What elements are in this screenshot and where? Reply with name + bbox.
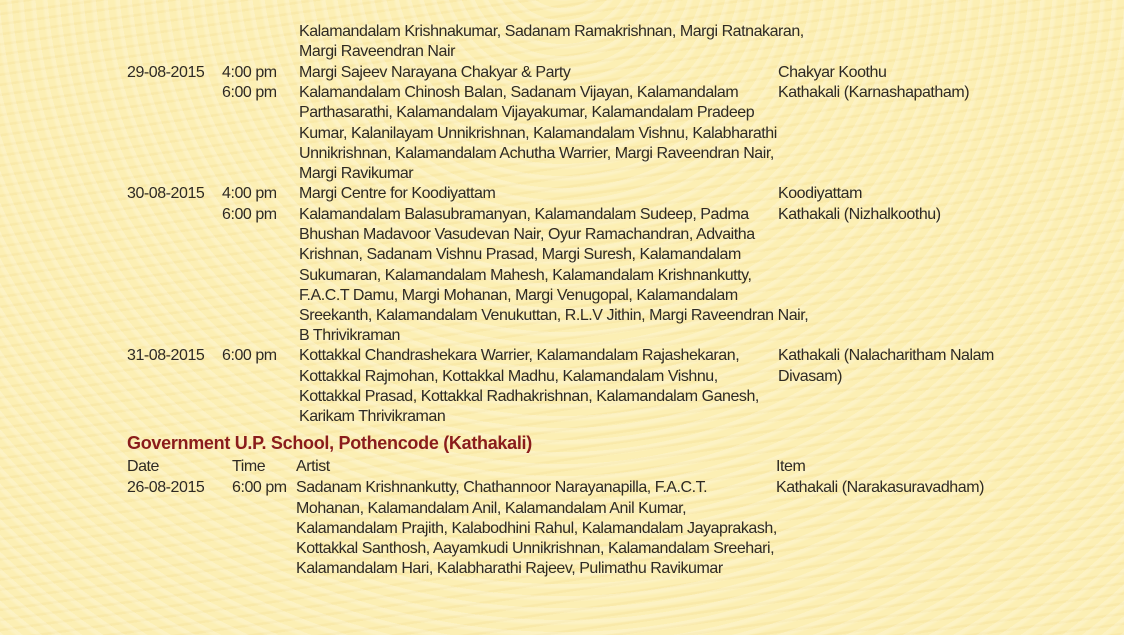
- artist-line: Kalamandalam Krishnakumar, Sadanam Ramakrishnan, Margi Ratnakaran,: [299, 23, 804, 40]
- date-cell: 29-08-2015: [127, 64, 205, 81]
- venue-heading: Government U.P. School, Pothencode (Kathakali): [127, 433, 532, 453]
- artist-line: Margi Centre for Koodiyattam: [299, 185, 496, 202]
- artist-line: Kalamandalam Hari, Kalabharathi Rajeev, Pulimathu Ravikumar: [296, 560, 723, 577]
- artist-line: Mohanan, Kalamandalam Anil, Kalamandalam Anil Kumar,: [296, 500, 687, 517]
- artist-line: Parthasarathi, Kalamandalam Vijayakumar, Kalamandalam Pradeep: [299, 104, 755, 121]
- artist-line: Kalamandalam Balasubramanyan, Kalamandalam Sudeep, Padma: [299, 206, 749, 223]
- artist-line: Kottakkal Prasad, Kottakkal Radhakrishnan, Kalamandalam Ganesh,: [299, 388, 759, 405]
- item-cell: Kathakali (Nalacharitham Nalam: [778, 347, 994, 364]
- artist-line: B Thrivikraman: [299, 327, 400, 344]
- item-cell: Koodiyattam: [778, 185, 862, 202]
- column-header-time: Time: [232, 458, 266, 475]
- item-cell: Kathakali (Narakasuravadham): [776, 479, 984, 496]
- artist-line: Krishnan, Sadanam Vishnu Prasad, Margi Suresh, Kalamandalam: [299, 246, 741, 263]
- item-cell: Divasam): [778, 368, 842, 385]
- artist-line: Sreekanth, Kalamandalam Venukuttan, R.L.V Jithin, Margi Raveendran Nair,: [299, 307, 809, 324]
- column-header-artist: Artist: [296, 458, 330, 475]
- artist-line: Kottakkal Rajmohan, Kottakkal Madhu, Kalamandalam Vishnu,: [299, 368, 718, 385]
- artist-line: Kalamandalam Prajith, Kalabodhini Rahul, Kalamandalam Jayaprakash,: [296, 520, 777, 537]
- time-cell: 6:00 pm: [232, 479, 287, 496]
- time-cell: 4:00 pm: [222, 185, 277, 202]
- date-cell: 31-08-2015: [127, 347, 205, 364]
- artist-line: Kalamandalam Chinosh Balan, Sadanam Vijayan, Kalamandalam: [299, 84, 739, 101]
- artist-line: Sukumaran, Kalamandalam Mahesh, Kalamandalam Krishnankutty,: [299, 267, 752, 284]
- item-cell: Kathakali (Karnashapatham): [778, 84, 970, 101]
- date-cell: 26-08-2015: [127, 479, 205, 496]
- item-cell: Chakyar Koothu: [778, 64, 887, 81]
- item-cell: Kathakali (Nizhalkoothu): [778, 206, 941, 223]
- artist-line: F.A.C.T Damu, Margi Mohanan, Margi Venugopal, Kalamandalam: [299, 287, 738, 304]
- artist-line: Margi Sajeev Narayana Chakyar & Party: [299, 64, 571, 81]
- column-header-item: Item: [776, 458, 806, 475]
- artist-line: Kottakkal Chandrashekara Warrier, Kalamandalam Rajashekaran,: [299, 347, 740, 364]
- time-cell: 6:00 pm: [222, 347, 277, 364]
- time-cell: 6:00 pm: [222, 84, 277, 101]
- artist-line: Margi Ravikumar: [299, 165, 414, 182]
- time-cell: 4:00 pm: [222, 64, 277, 81]
- artist-line: Kumar, Kalanilayam Unnikrishnan, Kalamandalam Vishnu, Kalabharathi: [299, 125, 777, 142]
- artist-line: Kottakkal Santhosh, Aayamkudi Unnikrishnan, Kalamandalam Sreehari,: [296, 540, 775, 557]
- artist-line: Margi Raveendran Nair: [299, 43, 455, 60]
- date-cell: 30-08-2015: [127, 185, 205, 202]
- artist-line: Unnikrishnan, Kalamandalam Achutha Warrier, Margi Raveendran Nair,: [299, 145, 774, 162]
- artist-line: Karikam Thrivikraman: [299, 408, 446, 425]
- column-header-date: Date: [127, 458, 159, 475]
- artist-line: Bhushan Madavoor Vasudevan Nair, Oyur Ramachandran, Advaitha: [299, 226, 755, 243]
- time-cell: 6:00 pm: [222, 206, 277, 223]
- artist-line: Sadanam Krishnankutty, Chathannoor Narayanapilla, F.A.C.T.: [296, 479, 708, 496]
